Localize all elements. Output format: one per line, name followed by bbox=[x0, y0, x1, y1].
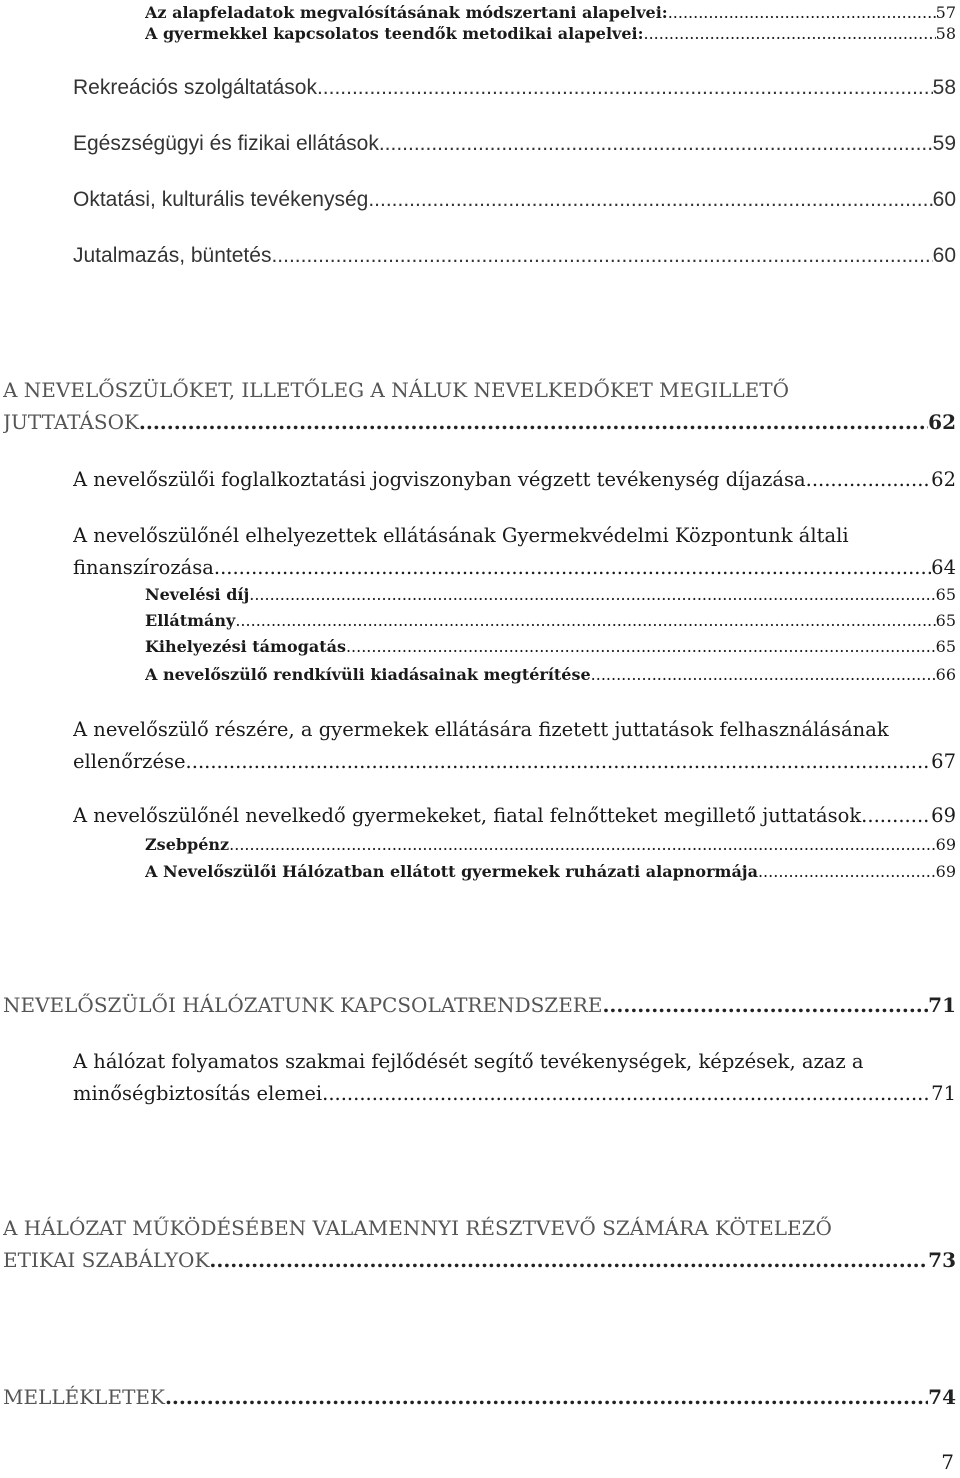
toc-entry[interactable] bbox=[73, 520, 956, 584]
toc-entry-title: JUTTATÁSOK bbox=[3, 410, 139, 434]
toc-entry[interactable] bbox=[145, 634, 956, 660]
toc-entry-title: Az alapfeladatok megvalósításának módszertani alapelvei: bbox=[145, 3, 668, 22]
toc-entry-title: A nevelőszülő rendkívüli kiadásainak megtérítése bbox=[145, 665, 591, 684]
toc-entry-title-line1: A NEVELŐSZÜLŐKET, ILLETŐLEG A NÁLUK NEVELKEDŐKET MEGILLETŐ bbox=[3, 378, 789, 402]
leader-dots bbox=[271, 243, 932, 269]
leader-dots bbox=[165, 1381, 928, 1413]
toc-entry-title: Oktatási, kulturális tevékenység bbox=[73, 188, 369, 211]
toc-page-number: 60 bbox=[932, 244, 956, 267]
toc-entry-title: ellenőrzése bbox=[73, 750, 186, 773]
toc-page-number: 73 bbox=[928, 1248, 956, 1272]
toc-page-number: 65 bbox=[935, 585, 956, 604]
toc-page-number: 64 bbox=[931, 556, 956, 579]
toc-page-number: 62 bbox=[931, 468, 956, 491]
toc-entry-title-line1: A HÁLÓZAT MŰKÖDÉSÉBEN VALAMENNYI RÉSZTVEVŐ SZÁMÁRA KÖTELEZŐ bbox=[3, 1216, 832, 1240]
leader-dots bbox=[368, 187, 932, 213]
page-number: 7 bbox=[941, 1450, 954, 1474]
leader-dots bbox=[861, 800, 931, 832]
toc-entry[interactable] bbox=[145, 21, 956, 47]
toc-entry-title: NEVELŐSZÜLŐI HÁLÓZATUNK KAPCSOLATRENDSZERE bbox=[3, 993, 603, 1017]
toc-entry-title-line1: A nevelőszülő részére, a gyermekek ellátására fizetett juttatások felhasználásának bbox=[73, 718, 889, 741]
toc-chapter-entry[interactable] bbox=[3, 989, 956, 1021]
toc-entry-title: Rekreációs szolgáltatások bbox=[73, 76, 317, 99]
toc-entry-title: Nevelési díj bbox=[145, 585, 250, 604]
toc-entry[interactable] bbox=[73, 714, 956, 778]
leader-dots bbox=[229, 832, 936, 858]
toc-entry-title: Zsebpénz bbox=[145, 835, 230, 854]
toc-entry[interactable] bbox=[73, 464, 956, 496]
toc-entry-title-line1: A hálózat folyamatos szakmai fejlődését segítő tevékenységek, képzések, azaz a bbox=[73, 1050, 864, 1073]
toc-page-number: 59 bbox=[932, 132, 956, 155]
toc-entry-title: Egészségügyi és fizikai ellátások bbox=[73, 132, 379, 155]
leader-dots bbox=[214, 552, 931, 584]
toc-page-number: 58 bbox=[932, 76, 956, 99]
toc-entry[interactable] bbox=[73, 131, 956, 157]
leader-dots bbox=[806, 464, 932, 496]
toc-page-number: 60 bbox=[932, 188, 956, 211]
leader-dots bbox=[235, 608, 935, 634]
toc-page-number: 67 bbox=[931, 750, 956, 773]
toc-page-number: 58 bbox=[935, 24, 956, 43]
leader-dots bbox=[249, 582, 935, 608]
toc-entry[interactable] bbox=[145, 608, 956, 634]
toc-page-number: 71 bbox=[928, 993, 956, 1017]
toc-entry[interactable] bbox=[145, 832, 956, 858]
toc-page-number: 65 bbox=[935, 611, 956, 630]
leader-dots bbox=[602, 989, 928, 1021]
toc-entry[interactable] bbox=[73, 243, 956, 269]
toc-entry-title: A gyermekkel kapcsolatos teendők metodikai alapelvei: bbox=[145, 24, 644, 43]
toc-entry-title-line1: A nevelőszülőnél elhelyezettek ellátásának Gyermekvédelmi Központunk általi bbox=[73, 524, 849, 547]
toc-page-number: 71 bbox=[931, 1082, 956, 1105]
toc-chapter-entry[interactable] bbox=[3, 1381, 956, 1413]
toc-page-number: 66 bbox=[935, 665, 956, 684]
toc-entry-title: minőségbiztosítás elemei bbox=[73, 1082, 323, 1105]
toc-entry[interactable] bbox=[145, 662, 956, 688]
toc-page-number: 65 bbox=[935, 637, 956, 656]
toc-entry[interactable] bbox=[145, 582, 956, 608]
leader-dots bbox=[317, 75, 933, 101]
toc-page-number: 57 bbox=[935, 3, 956, 22]
toc-entry[interactable] bbox=[73, 1046, 956, 1110]
leader-dots bbox=[591, 662, 936, 688]
toc-page-number: 62 bbox=[928, 410, 956, 434]
toc-entry[interactable] bbox=[73, 187, 956, 213]
toc-entry[interactable] bbox=[145, 859, 956, 885]
toc-entry-title: ETIKAI SZABÁLYOK bbox=[3, 1248, 210, 1272]
toc-entry-title: A Nevelőszülői Hálózatban ellátott gyermekek ruházati alapnormája bbox=[145, 862, 758, 881]
toc-entry-title: A nevelőszülői foglalkoztatási jogviszonyban végzett tevékenység díjazása bbox=[73, 468, 806, 491]
leader-dots bbox=[209, 1244, 928, 1276]
toc-chapter-entry[interactable] bbox=[3, 1212, 956, 1276]
leader-dots bbox=[379, 131, 933, 157]
toc-entry[interactable] bbox=[73, 75, 956, 101]
toc-entry[interactable] bbox=[73, 800, 956, 832]
leader-dots bbox=[139, 406, 928, 438]
toc-entry-title: MELLÉKLETEK bbox=[3, 1385, 165, 1409]
toc-page-number: 69 bbox=[935, 862, 956, 881]
toc-entry-title: A nevelőszülőnél nevelkedő gyermekeket, fiatal felnőtteket megillető juttatások bbox=[73, 804, 862, 827]
toc-entry-title: Jutalmazás, büntetés bbox=[73, 244, 272, 267]
toc-chapter-entry[interactable] bbox=[3, 374, 956, 438]
toc-entry-title: finanszírozása bbox=[73, 556, 214, 579]
leader-dots bbox=[758, 859, 936, 885]
toc-entry-title: Kihelyezési támogatás bbox=[145, 637, 346, 656]
toc-page-number: 69 bbox=[935, 835, 956, 854]
toc-page-number: 74 bbox=[928, 1385, 956, 1409]
leader-dots bbox=[186, 746, 932, 778]
leader-dots bbox=[346, 634, 936, 660]
leader-dots bbox=[644, 21, 936, 47]
toc-entry-title: Ellátmány bbox=[145, 611, 236, 630]
toc-page-number: 69 bbox=[931, 804, 956, 827]
leader-dots bbox=[322, 1078, 931, 1110]
